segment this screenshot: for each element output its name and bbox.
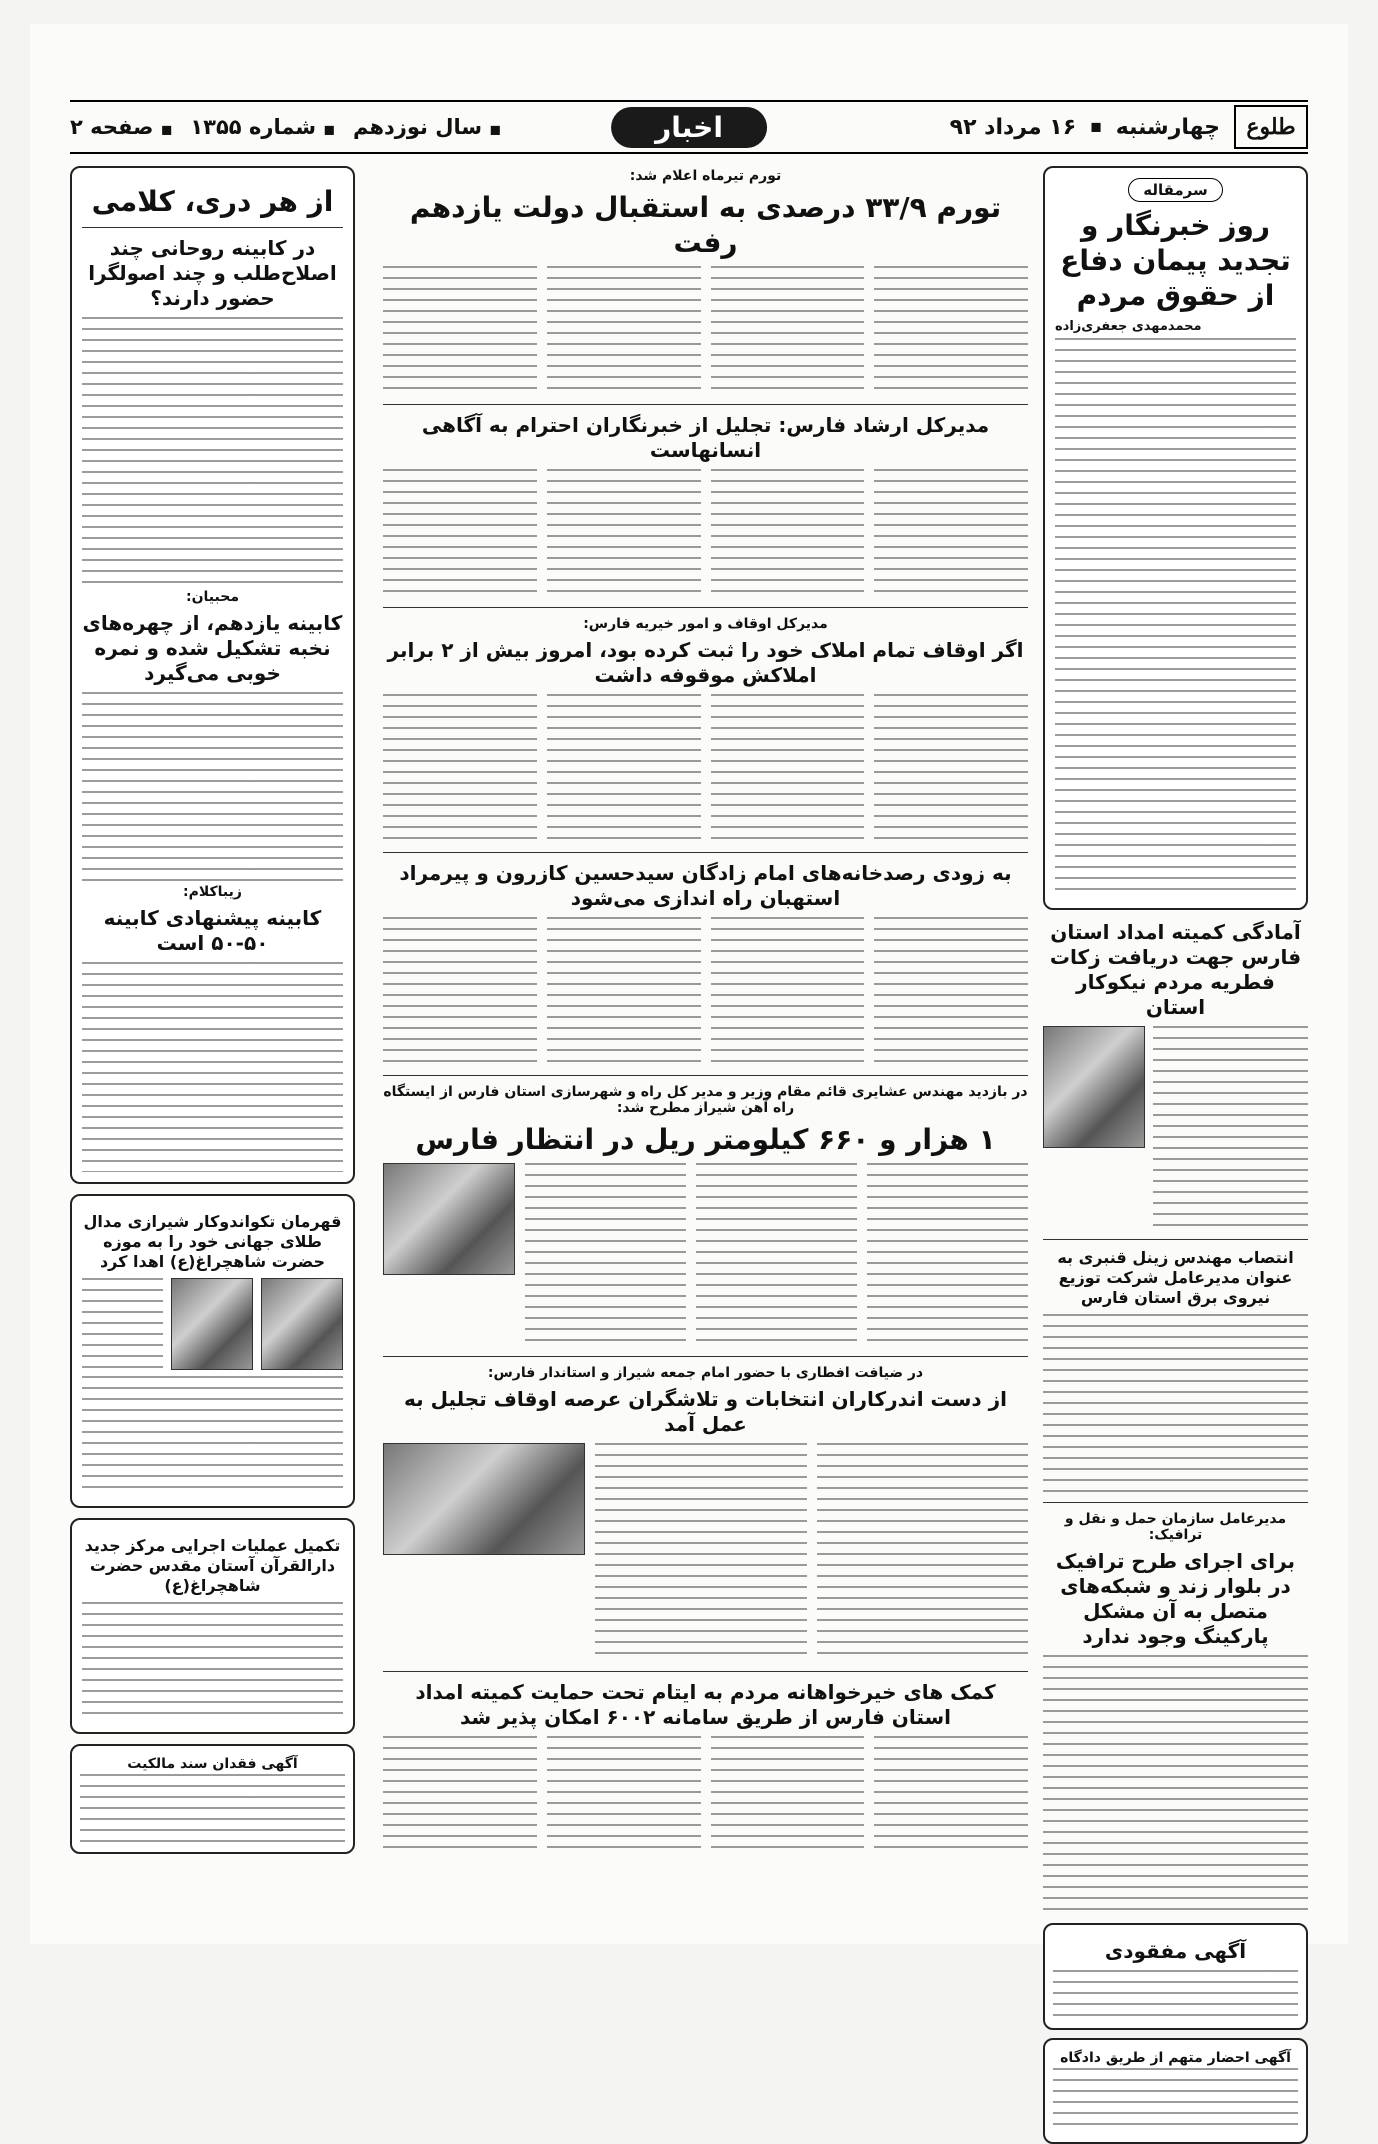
issue-number: شماره ۱۳۵۵ [190,115,317,139]
notice-body [1053,2068,1298,2134]
athlete-photo [261,1278,343,1370]
iftar-title: از دست اندرکاران انتخابات و تلاشگران عرصه اوقاف تجلیل به عمل آمد [404,1387,1007,1436]
hospital-title: به زودی رصدخانه‌های امام زادگان سیدحسین کازرون و پیرمراد استهبان راه اندازی می‌شود [399,861,1012,910]
iftar-photo [383,1443,585,1555]
traffic-body [1043,1655,1308,1915]
issue-date: ۱۶ مرداد ۹۲ [949,114,1077,140]
charity-title: کمک های خیرخواهانه مردم به ایتام تحت حمایت کمیته امداد استان فارس از طریق سامانه ۶۰۰۲ امکان پذیر شد [415,1680,996,1729]
zand-body [1043,1314,1308,1494]
editorial-title: روز خبرنگار و تجدید پیمان دفاع از حقوق مردم [1060,209,1291,312]
portrait-photo [1043,1026,1145,1148]
left-column [70,166,355,1854]
awqaf-kicker: مدیرکل اوقاف و امور خیریه فارس: [583,616,828,632]
inflation-kicker: تورم تیرماه اعلام شد: [629,168,782,184]
separator-icon: ◼ [160,122,173,138]
ad-title: آگهی فقدان سند مالکیت [127,1756,298,1772]
notice-title: آگهی احضار متهم از طریق دادگاه [1060,2050,1291,2066]
inflation-title: تورم ۳۳/۹ درصدی به استقبال دولت یازدهم رفت [409,191,1002,259]
iftar-kicker: در ضیافت افطاری با حضور امام جمعه شیراز و استاندار فارس: [487,1365,924,1381]
rail-title: ۱ هزار و ۶۶۰ کیلومتر ریل در انتظار فارس [415,1123,996,1156]
newspaper-page [30,24,1348,2066]
page-number: صفحه ۲ [70,115,154,139]
issue-day: چهارشنبه [1115,114,1220,140]
newspaper-logo: طلوع [1234,105,1308,149]
mohebian-kicker: محبیان: [186,589,239,605]
rail-article [383,1084,1028,1348]
deed-loss-ad [70,1744,355,1854]
q3-title: کابینه پیشنهادی کابینه ۵۰-۵۰ است [103,906,322,955]
rail-photo [383,1163,515,1275]
editorial-tag: سرمقاله [1128,178,1223,202]
right-column [1043,166,1308,2144]
iftar-article [383,1365,1028,1663]
court-notice [1043,2038,1308,2144]
q1-title: در کابینه روحانی چند اصلاح‌طلب و چند اصولگرا حضور دارند؟ [88,236,337,310]
relief-title: آمادگی کمیته امداد استان فارس جهت دریافت زکات فطریه مردم نیکوکار استان [1049,920,1302,1019]
lost-notice [1043,1923,1308,2030]
editorial-author: محمدمهدی جعفری‌زاده [1055,319,1202,334]
lost-body [1053,1970,1298,2020]
awqaf-article [383,616,1028,844]
traffic-article [1043,1511,1308,1915]
page-header [70,100,1308,154]
separator-icon: ◼ [1090,119,1102,135]
ershad-title: مدیرکل ارشاد فارس: تجلیل از خبرنگاران احترام به آگاهی انسانهاست [421,413,990,462]
traffic-title: برای اجرای طرح ترافیک در بلوار زند و شبکه‌های متصل به آن مشکل پارکینگ وجود ندارد [1055,1549,1296,1648]
quran-box [70,1518,355,1734]
taekwondo-box [70,1194,355,1508]
rail-kicker: در بازدید مهندس عشایری قائم مقام وزیر و مدیر کل راه و شهرسازی استان فارس از ایستگاه راه آهن شیراز مطرح شد: [383,1084,1028,1116]
section-title: اخبار [611,107,767,148]
editorial-body [1055,338,1296,898]
quran-title: تکمیل عملیات اجرایی مرکز جدید دارالقرآن آستان مقدس حضرت شاهچراغ(ع) [84,1536,341,1595]
zibakalam-kicker: زیباکلام: [183,884,242,900]
q2-title: کابینه یازدهم، از چهره‌های نخبه تشکیل شده و نمره خوبی می‌گیرد [82,611,343,685]
awqaf-title: اگر اوقاف تمام املاک خود را ثبت کرده بود، امروز بیش از ۲ برابر املاکش موقوفه داشت [387,638,1024,687]
inflation-article [383,168,1028,396]
ershad-article [383,413,1028,599]
column-title: از هر دری، کلامی [91,185,334,218]
editorial-box [1043,166,1308,910]
charity-article [383,1680,1028,1856]
zand-title: انتصاب مهندس زینل قنبری به عنوان مدیرعامل شرکت توزیع نیروی برق استان فارس [1057,1248,1294,1307]
cleric-photo [171,1278,253,1370]
separator-icon: ◼ [489,122,501,138]
lost-title: آگهی مفقودی [1104,1939,1247,1963]
relief-article [1043,920,1308,1231]
middle-column [383,166,1028,1864]
separator-icon: ◼ [323,122,335,138]
year: سال نوزدهم [353,115,483,139]
hospital-article [383,861,1028,1067]
relief-body [1153,1026,1308,1231]
opinion-box [70,166,355,1184]
taekwondo-title: قهرمان تکواندوکار شیرازی مدال طلای جهانی خود را به موزه حضرت شاهچراغ(ع) اهدا کرد [83,1212,342,1271]
zand-article [1043,1248,1308,1494]
traffic-kicker: مدیرعامل سازمان حمل و نقل و ترافیک: [1064,1511,1287,1543]
